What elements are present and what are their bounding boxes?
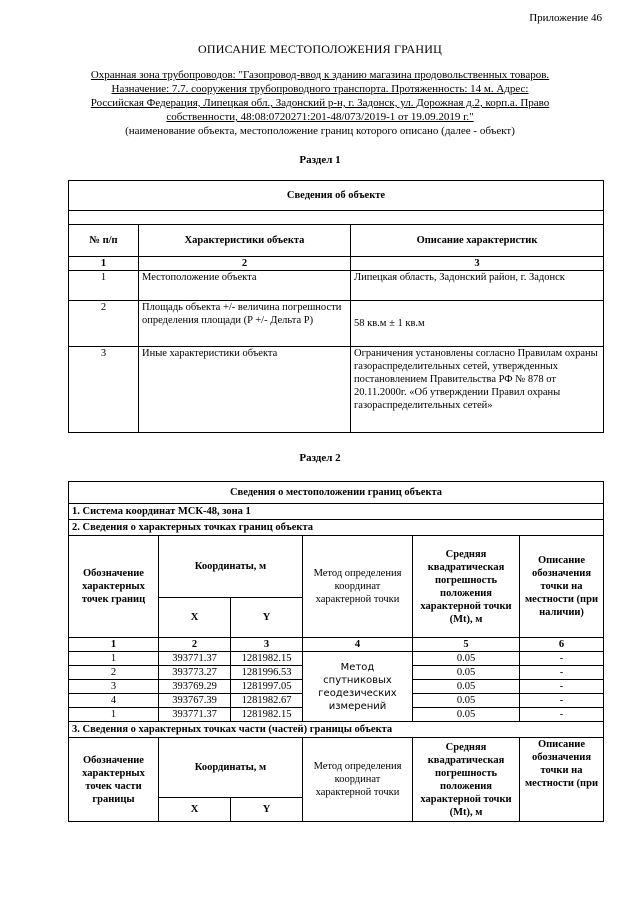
object-line: Назначение: 7.7. сооружения трубопроводного транспорта. Протяженность: 14 м. Адрес: — [111, 83, 529, 95]
characteristic-name: Площадь объекта +/- величина погрешности определения площади (P +/- Дельта P) — [139, 301, 351, 347]
point-x: 393771.37 — [159, 708, 231, 722]
table-row — [69, 347, 604, 433]
part-y-header: Y — [231, 798, 303, 822]
column-number: 3 — [351, 257, 604, 271]
points-section-title: 2. Сведения о характерных точках границ объекта — [69, 520, 604, 536]
part-x-header: X — [159, 798, 231, 822]
point-description: - — [520, 694, 604, 708]
column-number: 1 — [69, 257, 139, 271]
point-description: - — [520, 708, 604, 722]
point-x: 393771.37 — [159, 652, 231, 666]
part-points-section-title: 3. Сведения о характерных точках части (частей) границы объекта — [69, 722, 604, 738]
column-header: № п/п — [69, 225, 139, 257]
object-info-table — [68, 180, 604, 433]
column-number: 4 — [303, 638, 413, 652]
row-number: 2 — [69, 301, 139, 347]
object-line: Охранная зона трубопроводов: "Газопровод-ввод к зданию магазина продовольственных товаров. — [90, 69, 550, 81]
part-designation-header: Обозначение характерных точек части границы — [69, 738, 159, 822]
column-number: 2 — [159, 638, 231, 652]
point-description: - — [520, 680, 604, 694]
point-y: 1281996.53 — [231, 666, 303, 680]
boundary-points-table — [68, 481, 604, 822]
part-description-header: Описание обозначения точки на местности (при — [520, 738, 604, 822]
table-row — [69, 301, 604, 347]
designation-header: Обозначение характерных точек границ — [69, 536, 159, 638]
column-header: Описание характеристик — [351, 225, 604, 257]
column-number: 5 — [413, 638, 520, 652]
appendix-label: Приложение 46 — [529, 12, 602, 24]
section-2-label: Раздел 2 — [299, 452, 341, 464]
point-x: 393773.27 — [159, 666, 231, 680]
part-coords-header: Координаты, м — [159, 738, 303, 798]
column-header: Характеристики объекта — [139, 225, 351, 257]
table-row — [69, 271, 604, 301]
point-id: 3 — [69, 680, 159, 694]
object-description — [80, 68, 560, 138]
column-number: 2 — [139, 257, 351, 271]
empty-row — [69, 211, 604, 225]
point-y: 1281982.15 — [231, 652, 303, 666]
description-header: Описание обозначения точки на местности (при наличии) — [520, 536, 604, 638]
section-1-label: Раздел 1 — [299, 154, 341, 166]
part-accuracy-header: Средняя квадратическая погрешность положения характерной точки (Mt), м — [413, 738, 520, 822]
point-description: - — [520, 652, 604, 666]
point-id: 1 — [69, 652, 159, 666]
point-accuracy: 0.05 — [413, 680, 520, 694]
point-id: 2 — [69, 666, 159, 680]
characteristic-value: 58 кв.м ± 1 кв.м — [351, 301, 604, 347]
document-title: ОПИСАНИЕ МЕСТОПОЛОЖЕНИЯ ГРАНИЦ — [198, 42, 442, 56]
object-caption: (наименование объекта, местоположение границ которого описано (далее - объект) — [125, 125, 515, 137]
point-accuracy: 0.05 — [413, 708, 520, 722]
row-number: 1 — [69, 271, 139, 301]
column-number: 6 — [520, 638, 604, 652]
point-id: 4 — [69, 694, 159, 708]
table-title: Сведения о местоположении границ объекта — [69, 482, 604, 504]
x-header: X — [159, 598, 231, 638]
point-y: 1281982.15 — [231, 708, 303, 722]
characteristic-name: Местоположение объекта — [139, 271, 351, 301]
table-title: Сведения об объекте — [69, 181, 604, 211]
point-accuracy: 0.05 — [413, 666, 520, 680]
part-method-header: Метод определения координат характерной точки — [303, 738, 413, 822]
coords-header: Координаты, м — [159, 536, 303, 598]
point-y: 1281982.67 — [231, 694, 303, 708]
point-y: 1281997.05 — [231, 680, 303, 694]
point-x: 393767.39 — [159, 694, 231, 708]
object-line: собственности, 48:08:0720271:201-48/073/2019-1 от 19.09.2019 г." — [166, 111, 474, 123]
object-line: Российская Федерация, Липецкая обл., Задонский р-н, г. Задонск, ул. Дорожная д.2, корп.а. Право — [90, 97, 550, 109]
coordinate-system: 1. Система координат МСК-48, зона 1 — [69, 504, 604, 520]
point-id: 1 — [69, 708, 159, 722]
method-header: Метод определения координат характерной точки — [303, 536, 413, 638]
column-number: 3 — [231, 638, 303, 652]
table-row — [69, 652, 604, 666]
row-number: 3 — [69, 347, 139, 433]
y-header: Y — [231, 598, 303, 638]
point-description: - — [520, 666, 604, 680]
characteristic-name: Иные характеристики объекта — [139, 347, 351, 433]
column-number: 1 — [69, 638, 159, 652]
characteristic-value: Ограничения установлены согласно Правилам охраны газораспределительных сетей, утвержденных постановлением Правительства РФ № 878 от 20.11.2000г. «Об утверждении Правил охраны газораспределительных сетей» — [351, 347, 604, 433]
point-accuracy: 0.05 — [413, 652, 520, 666]
point-x: 393769.29 — [159, 680, 231, 694]
method-value: Метод спутниковых геодезических измерений — [303, 652, 413, 722]
point-accuracy: 0.05 — [413, 694, 520, 708]
accuracy-header: Средняя квадратическая погрешность положения характерной точки (Mt), м — [413, 536, 520, 638]
characteristic-value: Липецкая область, Задонский район, г. Задонск — [351, 271, 604, 301]
